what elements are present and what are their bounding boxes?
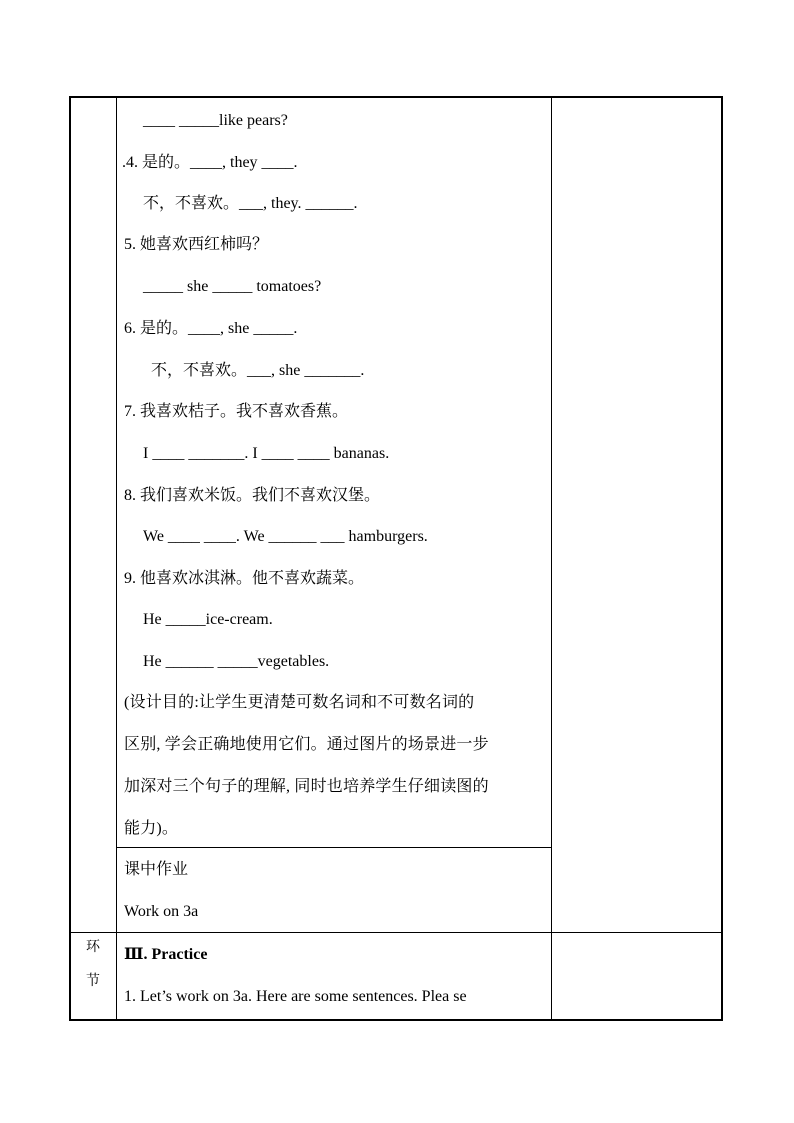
exercise-line-11: We ____ ____. We ______ ___ hamburgers. — [143, 528, 428, 545]
exercise-line-8: 7. 我喜欢桔子。我不喜欢香蕉。 — [124, 403, 349, 420]
column-divider-left — [116, 97, 117, 1020]
homework-title: 课中作业 — [124, 861, 189, 878]
section-label — [70, 938, 116, 992]
exercise-line-9: I ____ _______. I ____ ____ bananas. — [143, 445, 390, 462]
design-note — [124, 693, 550, 861]
practice-heading: Ⅲ. Practice — [124, 946, 208, 963]
exercise-line-10: 8. 我们喜欢米饭。我们不喜欢汉堡。 — [124, 487, 381, 504]
exercise-line-4: 5. 她喜欢西红柿吗？ — [124, 236, 269, 253]
section-label-char: 环 — [86, 940, 100, 955]
section-label-char: 节 — [86, 974, 100, 989]
design-note-line: 区别, 学会正确地使用它们。通过图片的场景进一步 — [124, 736, 489, 753]
exercise-line-14: He ______ _____vegetables. — [143, 653, 330, 670]
exercise-line-13: He _____ice-cream. — [143, 611, 273, 628]
column-divider-right — [551, 97, 552, 1020]
exercise-line-2: .4. 是的。____, they ____. — [122, 154, 298, 171]
design-note-line: 能力)。 — [124, 820, 179, 837]
exercise-line-6: 6. 是的。____, she _____. — [124, 320, 298, 337]
exercise-line-1: ____ _____like pears? — [143, 112, 288, 129]
design-note-line: 加深对三个句子的理解, 同时也培养学生仔细读图的 — [124, 778, 489, 795]
design-note-line: (设计目的:让学生更清楚可数名词和不可数名词的 — [124, 694, 475, 711]
exercise-line-3: 不，不喜欢。___, they. ______. — [143, 195, 358, 212]
exercise-line-5: _____ she _____ tomatoes? — [143, 278, 322, 295]
row-divider-practice — [70, 932, 722, 933]
exercise-line-7: 不，不喜欢。___, she _______. — [151, 362, 365, 379]
exercise-line-12: 9. 他喜欢冰淇淋。他不喜欢蔬菜。 — [124, 570, 365, 587]
practice-first-line: 1. Let’s work on 3a. Here are some sentences. Plea se — [124, 988, 467, 1005]
homework-task: Work on 3a — [124, 903, 199, 920]
